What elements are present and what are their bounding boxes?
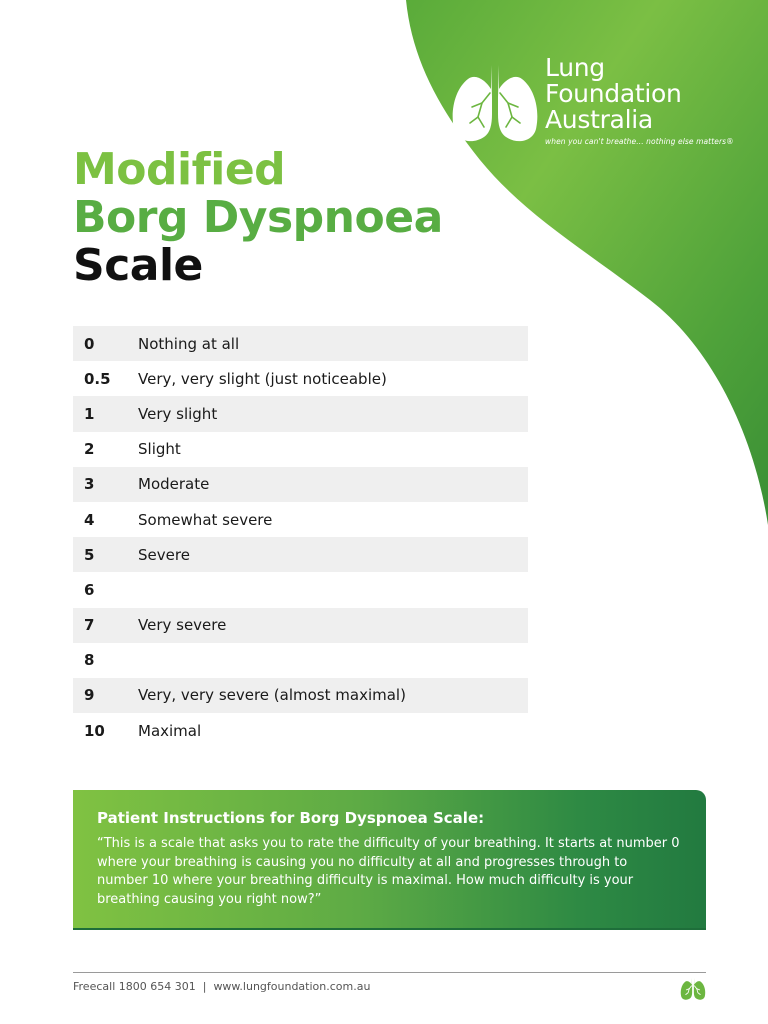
title-line-1: Modified	[73, 144, 286, 195]
scale-value: 1	[84, 404, 95, 423]
footer-divider	[73, 972, 706, 973]
scale-description: Moderate	[138, 475, 210, 494]
scale-description: Maximal	[138, 721, 202, 740]
scale-row	[73, 537, 528, 572]
scale-description: Slight	[138, 440, 181, 459]
instructions-heading: Patient Instructions for Borg Dyspnoea Scale:	[97, 809, 485, 827]
footer-contact	[73, 980, 370, 993]
scale-value: 2	[84, 440, 95, 459]
scale-row	[73, 643, 528, 678]
scale-row	[73, 326, 528, 361]
logo-tagline: when you can't breathe... nothing else matters®	[545, 137, 734, 146]
patient-instructions-box	[73, 790, 706, 930]
logo-wordmark	[545, 55, 734, 146]
logo-line-3: Australia	[545, 105, 653, 134]
scale-value: 7	[84, 616, 95, 635]
scale-description: Very severe	[138, 616, 227, 635]
scale-value: 5	[84, 545, 95, 564]
scale-value: 6	[84, 580, 95, 599]
title-line-3: Scale	[73, 240, 203, 291]
scale-row	[73, 713, 528, 748]
footer-website-link[interactable]: www.lungfoundation.com.au	[213, 980, 371, 993]
scale-description: Very slight	[138, 404, 218, 423]
logo-line-1: Lung	[545, 53, 605, 82]
scale-row	[73, 432, 528, 467]
scale-row	[73, 572, 528, 607]
scale-row	[73, 678, 528, 713]
scale-description: Very, very slight (just noticeable)	[138, 369, 387, 388]
scale-description: Severe	[138, 545, 190, 564]
page-title	[73, 146, 443, 290]
scale-description: Somewhat severe	[138, 510, 273, 529]
scale-description: Nothing at all	[138, 334, 240, 353]
borg-scale-table	[73, 326, 528, 748]
scale-row	[73, 467, 528, 502]
scale-row	[73, 502, 528, 537]
instructions-body: “This is a scale that asks you to rate the difficulty of your breathing. It starts at number 0 where your breathing is causing you no difficulty at all and progresses through to number 10 where your breathing difficulty is maximal. How much difficulty is your breathing causing you right now?”	[97, 836, 680, 907]
scale-row	[73, 608, 528, 643]
scale-row	[73, 361, 528, 396]
scale-value: 0.5	[84, 369, 111, 388]
footer-separator: |	[202, 980, 207, 993]
lungs-icon	[680, 976, 706, 1002]
logo-line-2: Foundation	[545, 79, 682, 108]
scale-value: 0	[84, 334, 95, 353]
lungs-icon	[450, 59, 540, 149]
scale-row	[73, 396, 528, 431]
scale-value: 4	[84, 510, 95, 529]
title-line-2: Borg Dyspnoea	[73, 192, 443, 243]
footer-freecall: Freecall 1800 654 301	[73, 980, 196, 993]
scale-value: 10	[84, 721, 105, 740]
scale-value: 3	[84, 475, 95, 494]
scale-value: 9	[84, 686, 95, 705]
scale-value: 8	[84, 651, 95, 670]
scale-description: Very, very severe (almost maximal)	[138, 686, 406, 705]
